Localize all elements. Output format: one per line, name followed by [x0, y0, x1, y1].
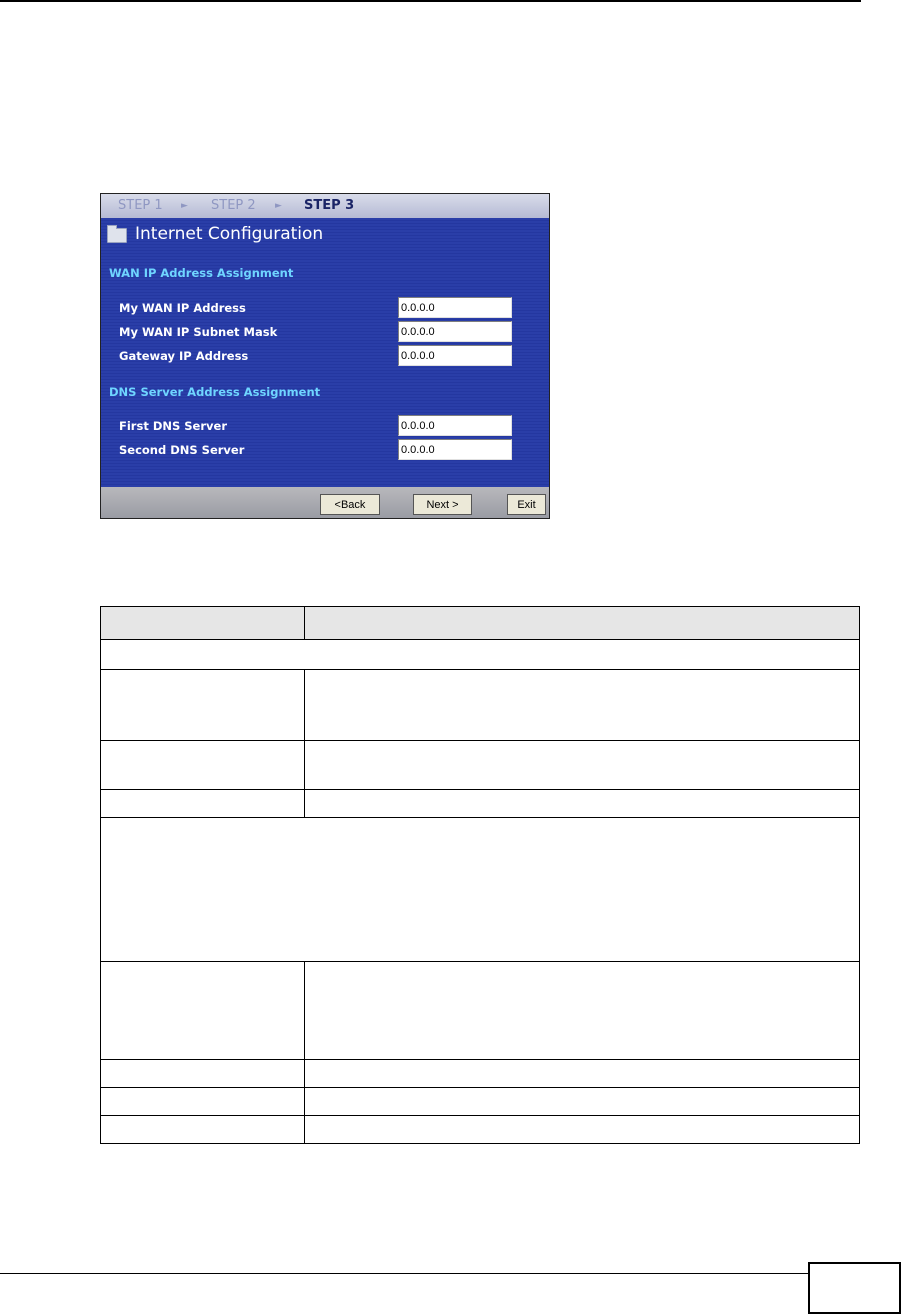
table-cell	[101, 1060, 305, 1088]
table-row	[101, 962, 860, 1060]
table-section-cell	[101, 818, 860, 962]
wan-section-heading: WAN IP Address Assignment	[109, 266, 294, 280]
gateway-input[interactable]	[398, 345, 512, 366]
wan-ip-input[interactable]	[398, 297, 512, 318]
table-row	[101, 1088, 860, 1116]
step-arrow-icon: ►	[181, 201, 188, 211]
table-header-cell	[305, 607, 860, 640]
subnet-mask-input[interactable]	[398, 321, 512, 342]
second-dns-label: Second DNS Server	[119, 443, 245, 457]
table-cell	[305, 1060, 860, 1088]
second-dns-input[interactable]	[398, 439, 512, 460]
table-cell	[305, 790, 860, 818]
gateway-label: Gateway IP Address	[119, 349, 249, 363]
table-cell	[101, 741, 305, 790]
table-cell	[101, 1088, 305, 1116]
step-2[interactable]: STEP 2	[211, 198, 256, 213]
table-cell	[101, 670, 305, 741]
table-header-cell	[101, 607, 305, 640]
table-cell	[305, 962, 860, 1060]
table-row	[101, 818, 860, 962]
table-row	[101, 670, 860, 741]
field-description-table	[100, 606, 860, 1144]
table-section-cell	[101, 640, 860, 670]
dns-section-heading: DNS Server Address Assignment	[109, 385, 321, 399]
first-dns-label: First DNS Server	[119, 419, 227, 433]
subnet-mask-label: My WAN IP Subnet Mask	[119, 325, 278, 339]
wizard-title: Internet Configuration	[135, 224, 324, 244]
table-cell	[305, 670, 860, 741]
step-1[interactable]: STEP 1	[118, 198, 163, 213]
table-row	[101, 1060, 860, 1088]
footer-rule	[0, 1273, 808, 1274]
step-arrow-icon: ►	[275, 201, 282, 211]
table-cell	[101, 962, 305, 1060]
page-number-box	[808, 1262, 901, 1314]
header-rule	[0, 0, 861, 2]
exit-button[interactable]: Exit	[507, 494, 546, 515]
wan-ip-label: My WAN IP Address	[119, 301, 246, 315]
table-cell	[101, 790, 305, 818]
folder-icon	[107, 228, 127, 243]
table-header-row	[101, 607, 860, 640]
table-row	[101, 741, 860, 790]
table-row	[101, 640, 860, 670]
table-cell	[305, 741, 860, 790]
table-row	[101, 790, 860, 818]
table-cell	[305, 1088, 860, 1116]
first-dns-input[interactable]	[398, 415, 512, 436]
back-button[interactable]: <Back	[320, 494, 380, 515]
wizard-button-bar	[101, 487, 549, 518]
next-button[interactable]: Next >	[413, 494, 472, 515]
table-cell	[305, 1116, 860, 1144]
step-bar	[101, 194, 549, 218]
table-cell	[101, 1116, 305, 1144]
step-3: STEP 3	[304, 198, 355, 213]
wizard-screenshot	[100, 193, 550, 519]
table-row	[101, 1116, 860, 1144]
